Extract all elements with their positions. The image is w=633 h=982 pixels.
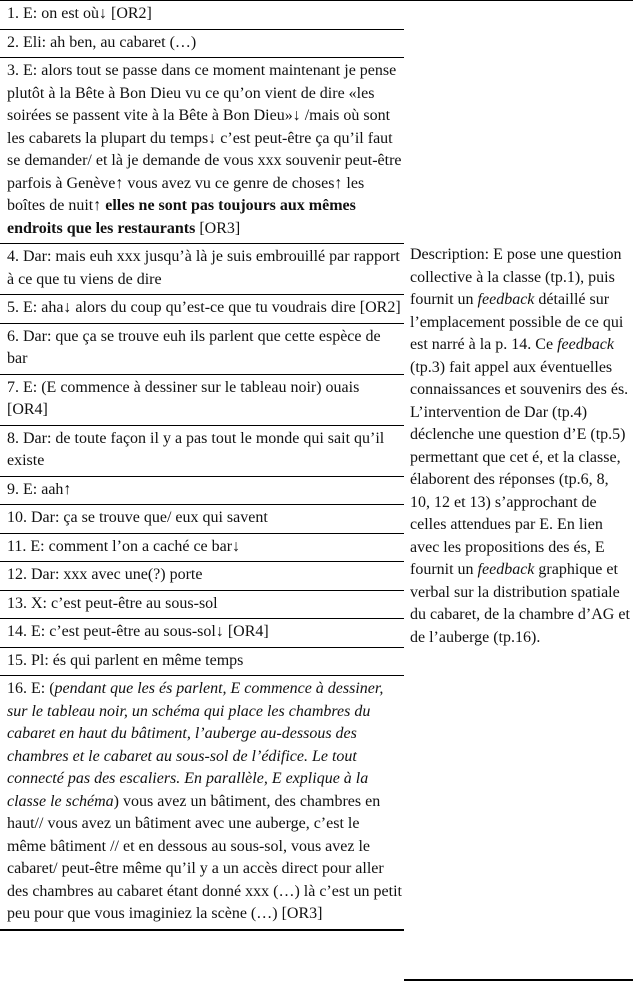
top-rule [404,0,633,1]
turn-text: E: alors tout se passe dans ce moment maintenant je pense plutôt à la Bête à Bon Dieu vu ce qu’on vient de dire «les soirées se passent vite à la Bête à Bon Dieu»↓ /mais où sont les cabarets la plupart du temps↓ c’est peut-être ça qu’il faut se demander/ et là je demande de vous xxx souvenir peut-être parfois à Genève↑ vous avez vu ce genre de choses↑ les boîtes de nuit↑ [7,62,402,214]
turn-number: 11. [7,537,27,555]
turn-text: Dar: que ça se trouve euh ils parlent que cette espèce de bar [7,327,381,367]
turn-text: E: on est où↓ [OR2] [23,5,152,22]
turn-text: X: c’est peut-être au sous-sol [31,594,218,612]
turn-row [0,648,404,677]
turn-text: Dar: mais euh xxx jusqu’à là je suis embrouillé par rapport à ce que tu viens de dire [7,248,400,288]
turn-row [0,1,404,30]
description-fragment: graphique et verbal sur la distribution spatiale du cabaret, de la chambre d’AG et de l’auberge (tp.16). [410,561,630,646]
turn-number: 1. [7,5,19,22]
turn-number: 5. [7,299,19,316]
turn-row [0,58,404,244]
turn-row [0,591,404,620]
turn-number: 6. [7,327,19,345]
turn-row [0,295,404,324]
description-fragment: feedback [477,291,535,308]
description-fragment: feedback [477,561,535,578]
turn-row [0,562,404,591]
description-fragment: détaillé sur l’emplacement possible de ce qui est narré à la p. 14. Ce [410,291,624,353]
description-fragment: (tp.3) fait appel aux éventuelles connaissances et souvenirs des és. L’intervention de Dar (tp.4) déclenche une question d’E (tp.5) permettant que cet é, et la classe, élaborent des réponses (tp.6, 8, 10, 12 et 13) s’approchant de celles attendues par E. En lien avec les propositions des és, E fournit un [410,358,629,578]
turn-number: 13. [7,594,27,612]
turn-text: E: aah↑ [23,480,72,498]
turn-text: E: ( [31,680,55,697]
turn-text: [OR3] [195,219,241,237]
description-fragment: feedback [557,336,614,353]
turn-text: E: (E commence à dessiner sur le tableau noir) ouais [OR4] [7,378,360,418]
turn-number: 15. [7,651,27,669]
turn-number: 14. [7,623,27,640]
turn-row [0,505,404,534]
description-fragment: Description: E pose une question collective à la classe (tp.1), puis fournit un [410,246,622,308]
turn-row [0,426,404,477]
turn-text: Dar: de toute façon il y a pas tout le monde qui sait qu’il existe [7,429,385,469]
turn-text: E: c’est peut-être au sous-sol↓ [OR4] [31,623,269,640]
turn-number: 7. [7,378,19,396]
turn-text: Dar: xxx avec une(?) porte [31,566,203,583]
turn-text: ) vous avez un bâtiment, des chambres en haut// vous avez un bâtiment avec une auberge, c’est le même bâtiment // et en dessous au sous-sol, vous avez le cabaret/ peut-être même qu’il y a un accès direct pour aller des chambres au cabaret étant donné xxx (…) là c’est un petit peu pour que vous imaginiez la scène (…) [OR3] [7,792,402,922]
turn-number: 16. [7,680,27,697]
turn-number: 2. [7,33,19,51]
turn-text: E: comment l’on a caché ce bar↓ [30,537,241,555]
turn-number: 3. [7,62,19,79]
description-text [410,244,632,649]
turn-text: pendant que les és parlent, E commence à dessiner, sur le tableau noir, un schéma qui place les chambres du cabaret en haut du bâtiment, l’auberge au-dessous des chambres et le cabaret au sous-sol de l’édifice. Le tout connecté pas des escaliers. En parallèle, E explique à la classe le schéma [7,680,384,810]
turn-number: 10. [7,509,27,526]
turn-row [0,477,404,506]
turn-number: 9. [7,480,19,498]
turn-row [0,375,404,426]
turn-number: 4. [7,248,19,265]
turn-row [0,676,404,931]
turn-text: Dar: ça se trouve que/ eux qui savent [31,509,268,526]
turn-row [0,534,404,563]
turn-text: elles ne sont pas toujours aux mêmes endroits que les restaurants [7,197,356,237]
turn-row [0,619,404,648]
turn-text: Eli: ah ben, au cabaret (…) [23,33,197,51]
turn-text: Pl: és qui parlent en même temps [31,651,244,669]
turn-row [0,30,404,59]
turn-number: 12. [7,566,27,583]
turn-row [0,324,404,375]
turn-row [0,244,404,295]
turn-text: E: aha↓ alors du coup qu’est-ce que tu voudrais dire [OR2] [23,299,401,316]
bottom-rule [404,979,633,981]
turn-number: 8. [7,429,19,447]
